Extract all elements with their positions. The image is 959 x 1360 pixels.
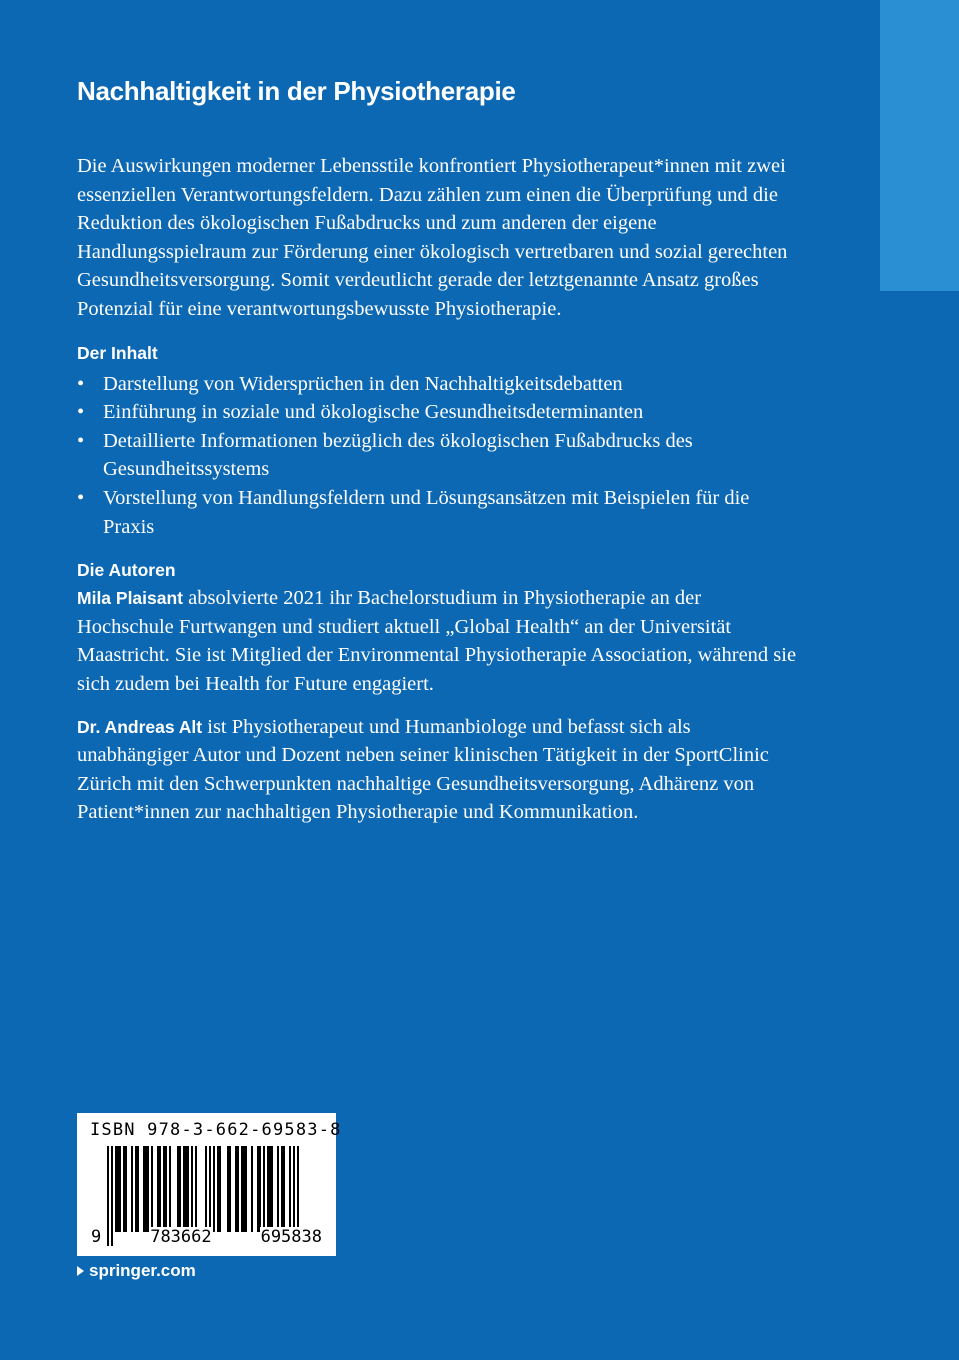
contents-list xyxy=(77,370,797,542)
authors-heading: Die Autoren xyxy=(77,560,176,581)
list-item: • Vorstellung von Handlungsfeldern und Lösungsansätzen mit Beispielen für die Praxis xyxy=(77,484,797,541)
arrow-right-icon xyxy=(77,1266,84,1276)
isbn-barcode xyxy=(77,1113,342,1256)
barcode-digit-group: 783662 xyxy=(150,1227,212,1247)
intro-paragraph: Die Auswirkungen moderner Lebensstile konfrontiert Physiotherapeut*innen mit zwei essenziellen Verantwortungsfeldern. Dazu zählen zum einen die Überprüfung und die Reduktion des ökologischen Fußabdrucks und zum anderen der eigene Handlungsspielraum zur Förderung einer ökologisch vertretbaren und sozial gerechten Gesundheitsversorgung. Somit verdeutlicht gerade der letztgenannte Ansatz großes Potenzial für eine verantwortungsbewusste Physiotherapie. xyxy=(77,155,788,320)
list-item: • Einführung in soziale und ökologische Gesundheitsdeterminanten xyxy=(77,398,797,427)
publisher-link[interactable] xyxy=(77,1261,196,1281)
barcode-digit-group: 9 xyxy=(91,1227,102,1247)
contents-heading: Der Inhalt xyxy=(77,342,158,363)
isbn-label: ISBN 978-3-662-69583-8 xyxy=(90,1120,342,1140)
bullet-icon: • xyxy=(77,372,85,395)
bullet-icon: • xyxy=(77,486,85,509)
author-name: Mila Plaisant xyxy=(77,588,184,609)
bullet-icon: • xyxy=(77,401,85,424)
list-item: • Darstellung von Widersprüchen in den Nachhaltigkeitsdebatten xyxy=(77,370,797,399)
author-bio-text: ist Physiotherapeut und Humanbiologe und befasst sich als unabhängiger Autor und Dozent neben seiner klinischen Tätigkeit in der SportClinic Zürich mit den Schwerpunkten nachhaltige Gesundheitsversorgung, Adhärenz von Patient*innen zur nachhaltigen Physiotherapie und Kommunikation. xyxy=(77,715,769,824)
barcode-digits xyxy=(90,1227,323,1247)
publisher-url: springer.com xyxy=(89,1261,196,1280)
color-tab-decoration xyxy=(880,0,959,291)
author-bio-alt xyxy=(77,713,797,827)
back-cover-content xyxy=(77,74,797,841)
bullet-icon: • xyxy=(77,429,85,452)
author-bio-text: absolvierte 2021 ihr Bachelorstudium in Physiotherapie an der Hochschule Furtwangen und studiert aktuell „Global Health“ an der Universität Maastricht. Sie ist Mitglied der Environmental Physiotherapie Association, während sie sich zudem bei Health for Future engagiert. xyxy=(77,587,797,695)
list-item: • Detaillierte Informationen bezüglich des ökologischen Fußabdrucks des Gesundheitssystems xyxy=(77,427,797,484)
barcode-digit-group: 695838 xyxy=(260,1227,322,1247)
author-bio-plaisant xyxy=(77,584,797,698)
author-name: Dr. Andreas Alt xyxy=(77,716,203,737)
book-title: Nachhaltigkeit in der Physiotherapie xyxy=(77,76,516,106)
